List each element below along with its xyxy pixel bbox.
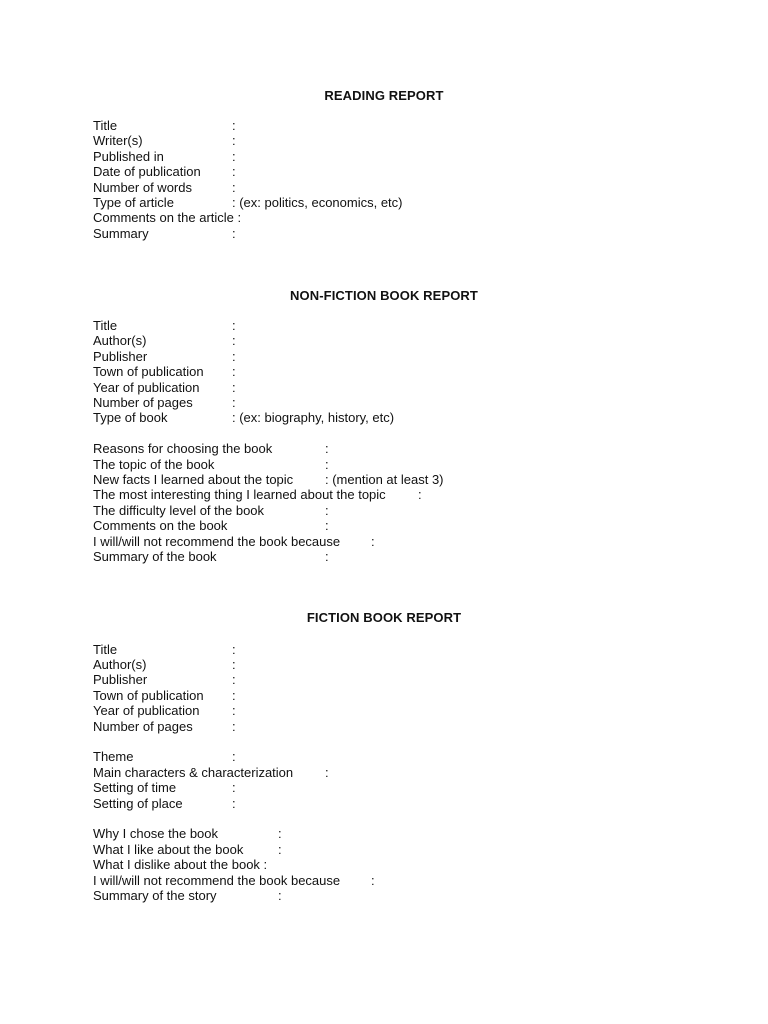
row-colon: : (232, 318, 236, 333)
fiction-row-year-of-publication (93, 703, 236, 719)
fiction-row-what-i-like (93, 841, 282, 857)
row-label: Title (93, 118, 118, 133)
row-colon: : (325, 549, 329, 564)
reading-row-writers (93, 133, 236, 149)
non-fiction-report-heading: NON-FICTION BOOK REPORT (290, 288, 478, 303)
row-label: Type of book (93, 410, 168, 426)
fiction-row-summary (93, 887, 282, 903)
nonfiction-row-difficulty (93, 502, 329, 518)
nonfiction-row-reasons (93, 441, 329, 457)
reading-row-summary (93, 225, 236, 241)
row-label: Reasons for choosing the book (93, 441, 273, 457)
reading-row-number-of-words (93, 179, 236, 195)
nonfiction-row-authors (93, 333, 236, 349)
row-colon: : (232, 395, 236, 410)
row-label: Number of pages (93, 718, 193, 734)
nonfiction-row-publisher (93, 348, 236, 364)
row-label: Author(s) (93, 656, 147, 672)
row-label: Setting of place (93, 795, 183, 811)
row-label: What I like about the book (93, 841, 244, 857)
fiction-row-why-chose (93, 826, 282, 842)
row-label: Year of publication (93, 379, 200, 395)
nonfiction-row-new-facts (93, 472, 444, 487)
row-colon: : (232, 148, 236, 164)
row-label: Comments on the article : (93, 210, 242, 226)
row-label: What I dislike about the book : (93, 857, 268, 873)
row-label: Published in (93, 148, 164, 164)
row-colon: : (232, 780, 236, 796)
nonfiction-row-number-of-pages (93, 395, 236, 410)
row-label: The most interesting thing I learned about the topic (93, 487, 386, 503)
row-label: Main characters & characterization (93, 764, 294, 780)
row-label: Date of publication (93, 164, 201, 180)
reading-report-heading: READING REPORT (324, 88, 444, 103)
fiction-row-title (93, 641, 236, 657)
nonfiction-row-most-interesting (93, 487, 422, 503)
row-label: The difficulty level of the book (93, 502, 265, 518)
row-label: Title (93, 641, 118, 657)
row-label: Comments on the book (93, 518, 228, 534)
row-colon: : (278, 841, 282, 857)
row-label: Year of publication (93, 703, 200, 719)
row-colon: : (325, 518, 329, 534)
row-colon: : (232, 133, 236, 149)
row-colon: : (232, 364, 236, 380)
row-colon: : (232, 164, 236, 180)
nonfiction-row-topic (93, 456, 329, 472)
row-label: Publisher (93, 348, 148, 364)
nonfiction-row-comments (93, 518, 329, 534)
fiction-row-authors (93, 656, 236, 672)
reading-row-date-of-publication (93, 164, 236, 180)
nonfiction-row-summary (93, 549, 329, 564)
fiction-row-publisher (93, 672, 236, 688)
row-colon: : (232, 687, 236, 703)
row-colon: : (232, 656, 236, 672)
row-colon: : (232, 795, 236, 811)
row-label: Why I chose the book (93, 826, 219, 842)
fiction-row-what-i-dislike (93, 857, 267, 872)
row-colon: : (232, 749, 236, 765)
reading-row-title (93, 118, 236, 133)
row-label: Publisher (93, 672, 148, 688)
reading-row-comments (93, 210, 241, 225)
nonfiction-row-recommend (93, 533, 375, 549)
fiction-row-theme (93, 749, 236, 765)
row-label: I will/will not recommend the book because (93, 872, 341, 888)
row-label: Author(s) (93, 333, 147, 349)
row-label: Summary of the story (93, 887, 217, 903)
fiction-row-main-characters (93, 764, 329, 780)
nonfiction-row-title (93, 318, 236, 333)
row-label: I will/will not recommend the book because (93, 533, 341, 549)
row-colon: : (232, 379, 236, 395)
fiction-row-setting-of-time (93, 780, 236, 796)
row-colon: : (232, 718, 236, 734)
row-label: New facts I learned about the topic (93, 472, 294, 487)
row-colon: : (mention at least 3) (325, 472, 444, 487)
row-colon: : (232, 641, 236, 657)
reading-row-published-in (93, 148, 236, 164)
row-colon: : (325, 441, 329, 457)
row-colon: : (232, 179, 236, 195)
row-label: Title (93, 318, 118, 333)
row-colon: : (232, 118, 236, 133)
row-label: Town of publication (93, 687, 204, 703)
row-colon: : (ex: biography, history, etc) (232, 410, 395, 426)
row-colon: : (232, 225, 236, 241)
row-colon: : (232, 703, 236, 719)
row-colon: : (232, 672, 236, 688)
row-colon: : (232, 333, 236, 349)
row-colon: : (232, 348, 236, 364)
nonfiction-row-type-of-book (93, 410, 395, 426)
row-colon: : (ex: politics, economics, etc) (232, 195, 403, 210)
row-label: Type of article (93, 195, 174, 210)
row-colon: : (371, 533, 375, 549)
row-colon: : (371, 872, 375, 888)
row-label: Town of publication (93, 364, 204, 380)
row-label: The topic of the book (93, 456, 215, 472)
row-label: Summary (93, 225, 149, 241)
row-colon: : (325, 502, 329, 518)
row-colon: : (325, 764, 329, 780)
row-colon: : (325, 456, 329, 472)
row-colon: : (278, 887, 282, 903)
row-label: Summary of the book (93, 549, 217, 564)
fiction-row-town-of-publication (93, 687, 236, 703)
fiction-row-recommend (93, 872, 375, 888)
fiction-report-heading: FICTION BOOK REPORT (306, 610, 462, 625)
row-label: Writer(s) (93, 133, 143, 149)
row-label: Number of pages (93, 395, 193, 410)
reading-row-type-of-article (93, 195, 403, 210)
nonfiction-row-town-of-publication (93, 364, 236, 380)
row-label: Setting of time (93, 780, 177, 796)
fiction-row-number-of-pages (93, 718, 236, 734)
nonfiction-row-year-of-publication (93, 379, 236, 395)
row-colon: : (278, 826, 282, 842)
row-label: Number of words (93, 179, 192, 195)
fiction-row-setting-of-place (93, 795, 236, 811)
row-colon: : (418, 487, 422, 503)
row-label: Theme (93, 749, 134, 765)
